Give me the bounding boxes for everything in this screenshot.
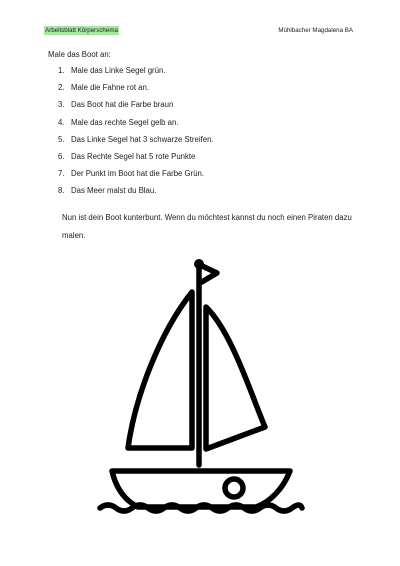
- task-text: Das Linke Segel hat 3 schwarze Streifen.: [71, 134, 214, 144]
- task-number: 6.: [58, 151, 65, 161]
- sailboat-icon: [80, 252, 320, 542]
- list-item: [58, 135, 214, 152]
- task-number: 3.: [58, 100, 65, 110]
- instructions-outro: Nun ist dein Boot kunterbunt. Wenn du möchtest kannst du noch einen Piraten dazu malen.: [62, 213, 352, 240]
- task-text: Das Rechte Segel hat 5 rote Punkte: [71, 151, 196, 161]
- task-number: 4.: [58, 117, 65, 127]
- mast-top-knob: [194, 259, 204, 269]
- task-number: 1.: [58, 66, 65, 75]
- list-item: [58, 152, 214, 169]
- task-text: Der Punkt im Boot hat die Farbe Grün.: [71, 169, 205, 179]
- task-number: 5.: [58, 134, 65, 144]
- list-item: [58, 186, 214, 203]
- flag-outline: [200, 265, 217, 283]
- task-text: Male das Linke Segel grün.: [71, 66, 166, 75]
- porthole-circle: [225, 479, 243, 497]
- header-title: Arbeitsblatt Körperschema: [45, 27, 118, 34]
- list-item: [58, 83, 214, 100]
- sailboat-drawing: [80, 252, 320, 542]
- left-sail-outline: [128, 292, 192, 448]
- list-item: [58, 169, 214, 186]
- task-text: Male die Fahne rot an.: [71, 83, 150, 93]
- task-text: Male das rechte Segel gelb an.: [71, 117, 179, 127]
- task-list: [58, 66, 214, 204]
- hull-outline: [112, 471, 290, 507]
- task-number: 7.: [58, 169, 65, 179]
- waves-line: [100, 505, 302, 511]
- right-sail-outline: [206, 307, 265, 449]
- header-author: Mühlbacher Magdalena BA: [278, 27, 353, 34]
- instructions-intro: Male das Boot an:: [48, 50, 111, 59]
- task-text: Das Meer malst du Blau.: [71, 186, 157, 196]
- list-item: [58, 66, 214, 83]
- task-text: Das Boot hat die Farbe braun: [71, 100, 174, 110]
- task-number: 8.: [58, 186, 65, 196]
- list-item: [58, 118, 214, 135]
- task-number: 2.: [58, 83, 65, 93]
- list-item: [58, 100, 214, 117]
